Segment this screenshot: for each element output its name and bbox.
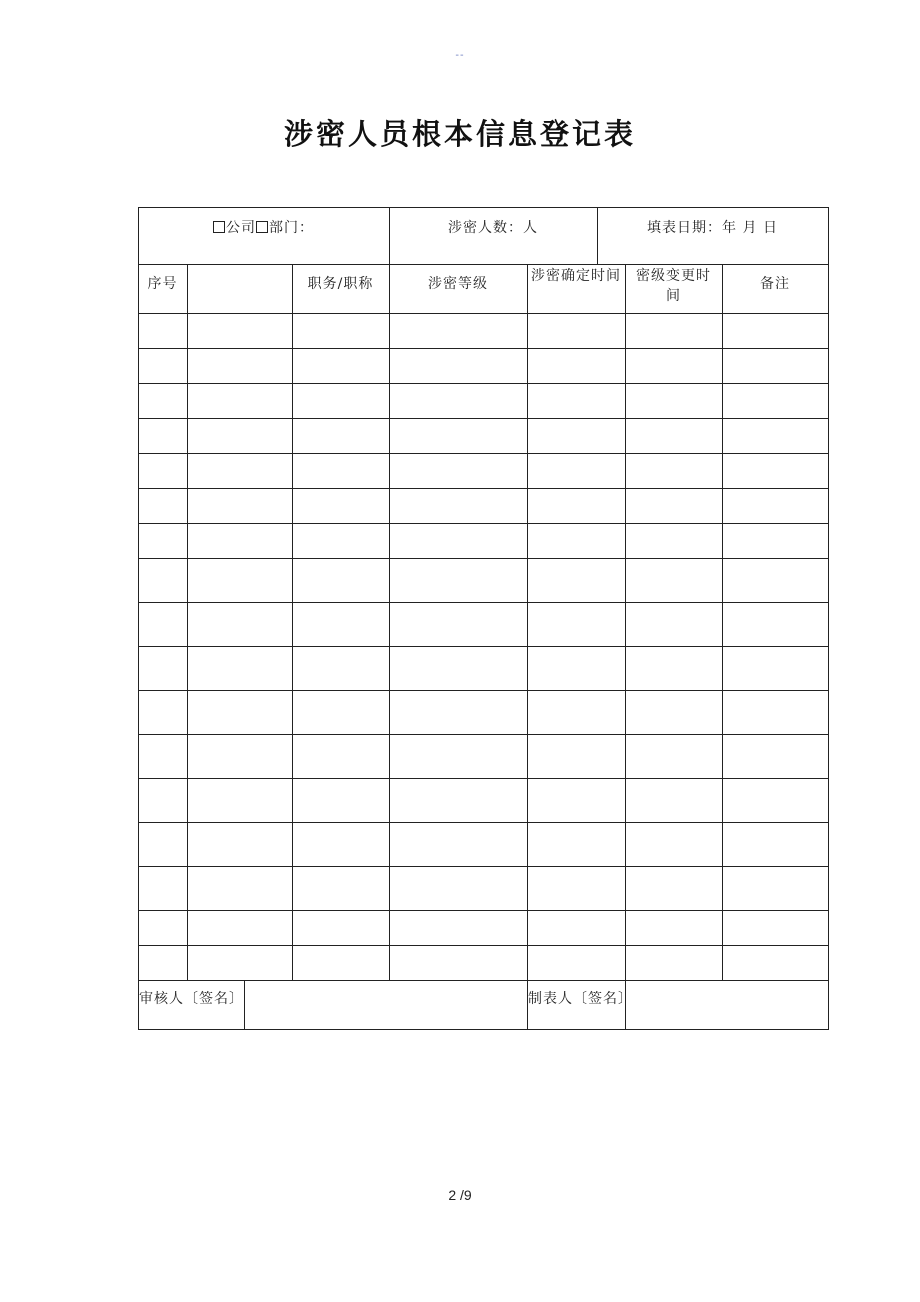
table-cell[interactable] — [187, 313, 293, 349]
table-cell[interactable] — [389, 945, 528, 981]
company-checkbox[interactable] — [213, 221, 225, 233]
table-cell[interactable] — [389, 910, 528, 946]
table-cell[interactable] — [722, 690, 829, 735]
column-header-4: 涉密等级 — [428, 276, 488, 292]
table-cell[interactable] — [187, 734, 293, 779]
table-cell[interactable] — [187, 910, 293, 946]
table-cell[interactable] — [389, 778, 528, 823]
table-cell[interactable] — [722, 383, 829, 419]
table-cell[interactable] — [389, 602, 528, 647]
table-cell[interactable] — [138, 523, 188, 559]
table-cell[interactable] — [292, 418, 390, 454]
table-cell[interactable] — [625, 778, 723, 823]
table-cell[interactable] — [187, 646, 293, 691]
table-cell[interactable] — [389, 646, 528, 691]
page-title: 涉密人员根本信息登记表 — [283, 117, 636, 151]
table-cell[interactable] — [292, 383, 390, 419]
table-cell[interactable] — [292, 822, 390, 867]
table-cell[interactable] — [527, 383, 626, 419]
table-cell[interactable] — [625, 822, 723, 867]
table-cell[interactable] — [138, 690, 188, 735]
department-label: 部门： — [269, 220, 314, 236]
table-cell[interactable] — [138, 822, 188, 867]
table-cell[interactable] — [527, 523, 626, 559]
table-cell[interactable] — [187, 866, 293, 911]
table-cell[interactable] — [389, 690, 528, 735]
table-cell[interactable] — [292, 453, 390, 489]
table-cell[interactable] — [625, 646, 723, 691]
column-header-7: 备注 — [760, 276, 790, 292]
table-cell[interactable] — [292, 488, 390, 524]
table-cell[interactable] — [625, 523, 723, 559]
table-cell[interactable] — [292, 734, 390, 779]
table-cell[interactable] — [722, 313, 829, 349]
table-cell[interactable] — [389, 313, 528, 349]
table-cell[interactable] — [527, 488, 626, 524]
table-cell[interactable] — [138, 945, 188, 981]
company-dept-label — [138, 218, 389, 238]
table-cell[interactable] — [527, 945, 626, 981]
table-cell[interactable] — [527, 453, 626, 489]
table-cell[interactable] — [389, 822, 528, 867]
table-cell[interactable] — [187, 822, 293, 867]
table-cell[interactable] — [527, 822, 626, 867]
table-cell[interactable] — [187, 690, 293, 735]
table-cell[interactable] — [625, 602, 723, 647]
table-cell[interactable] — [292, 313, 390, 349]
preparer-label: 制表人〔签名〕 — [528, 991, 633, 1007]
table-cell[interactable] — [722, 822, 829, 867]
table-cell[interactable] — [292, 690, 390, 735]
table-cell[interactable] — [389, 488, 528, 524]
table-cell[interactable] — [138, 910, 188, 946]
table-cell[interactable] — [292, 558, 390, 603]
table-cell[interactable] — [625, 910, 723, 946]
table-cell[interactable] — [722, 778, 829, 823]
table-cell[interactable] — [527, 558, 626, 603]
table-cell[interactable] — [187, 558, 293, 603]
table-cell[interactable] — [187, 602, 293, 647]
table-cell[interactable] — [187, 383, 293, 419]
table-cell[interactable] — [292, 348, 390, 384]
table-cell[interactable] — [389, 348, 528, 384]
preparer-signature-cell[interactable] — [625, 980, 829, 1030]
table-cell[interactable] — [625, 488, 723, 524]
table-cell[interactable] — [138, 453, 188, 489]
table-cell[interactable] — [389, 418, 528, 454]
table-cell[interactable] — [722, 418, 829, 454]
table-cell[interactable] — [625, 734, 723, 779]
table-cell[interactable] — [292, 866, 390, 911]
reviewer-label: 审核人〔签名〕 — [139, 991, 244, 1007]
table-cell[interactable] — [722, 523, 829, 559]
table-cell[interactable] — [389, 558, 528, 603]
table-cell[interactable] — [722, 945, 829, 981]
table-cell[interactable] — [722, 646, 829, 691]
table-cell[interactable] — [389, 453, 528, 489]
table-cell[interactable] — [187, 348, 293, 384]
table-cell[interactable] — [138, 488, 188, 524]
table-cell[interactable] — [625, 453, 723, 489]
table-cell[interactable] — [138, 734, 188, 779]
page-number: 2 /9 — [448, 1187, 472, 1203]
table-cell[interactable] — [527, 778, 626, 823]
header-mark: -- — [455, 50, 465, 61]
table-cell[interactable] — [187, 453, 293, 489]
table-cell[interactable] — [292, 778, 390, 823]
table-cell[interactable] — [292, 523, 390, 559]
table-cell[interactable] — [138, 418, 188, 454]
table-cell[interactable] — [138, 602, 188, 647]
table-cell[interactable] — [527, 313, 626, 349]
table-cell[interactable] — [527, 910, 626, 946]
table-cell[interactable] — [722, 910, 829, 946]
table-cell[interactable] — [389, 383, 528, 419]
table-cell[interactable] — [292, 602, 390, 647]
table-cell[interactable] — [292, 945, 390, 981]
table-cell[interactable] — [187, 488, 293, 524]
table-cell[interactable] — [625, 383, 723, 419]
table-cell[interactable] — [138, 313, 188, 349]
table-cell[interactable] — [389, 734, 528, 779]
table-cell[interactable] — [527, 866, 626, 911]
table-cell[interactable] — [722, 734, 829, 779]
table-cell[interactable] — [625, 418, 723, 454]
table-cell[interactable] — [187, 418, 293, 454]
table-cell[interactable] — [625, 348, 723, 384]
table-cell[interactable] — [722, 348, 829, 384]
table-cell[interactable] — [625, 313, 723, 349]
table-cell[interactable] — [527, 348, 626, 384]
table-cell[interactable] — [187, 945, 293, 981]
table-cell[interactable] — [187, 523, 293, 559]
table-cell[interactable] — [138, 778, 188, 823]
table-cell[interactable] — [292, 646, 390, 691]
column-header-5: 涉密确定时间 — [531, 268, 621, 284]
table-cell[interactable] — [138, 348, 188, 384]
table-cell[interactable] — [292, 910, 390, 946]
table-cell[interactable] — [722, 488, 829, 524]
table-cell[interactable] — [389, 523, 528, 559]
table-cell[interactable] — [625, 558, 723, 603]
table-cell[interactable] — [138, 558, 188, 603]
table-cell[interactable] — [527, 690, 626, 735]
table-cell[interactable] — [722, 866, 829, 911]
table-cell[interactable] — [625, 945, 723, 981]
table-cell[interactable] — [187, 778, 293, 823]
table-cell[interactable] — [527, 734, 626, 779]
column-header-6: 密级变更时间 — [636, 268, 711, 304]
fill-date-label: 填表日期：年 月 日 — [647, 220, 778, 236]
table-cell[interactable] — [138, 866, 188, 911]
table-cell[interactable] — [722, 558, 829, 603]
company-label: 公司 — [226, 220, 256, 236]
column-header-1: 序号 — [147, 276, 178, 292]
table-cell[interactable] — [389, 866, 528, 911]
table-cell[interactable] — [138, 383, 188, 419]
table-cell[interactable] — [722, 453, 829, 489]
table-cell[interactable] — [527, 602, 626, 647]
table-cell[interactable] — [138, 646, 188, 691]
personnel-count-label: 涉密人数：人 — [448, 220, 538, 236]
column-header-3: 职务/职称 — [307, 276, 374, 292]
table-cell[interactable] — [527, 418, 626, 454]
table-cell[interactable] — [527, 646, 626, 691]
department-checkbox[interactable] — [256, 221, 268, 233]
reviewer-signature-cell[interactable] — [244, 980, 528, 1030]
table-cell[interactable] — [722, 602, 829, 647]
table-cell[interactable] — [625, 866, 723, 911]
column-header-cell — [187, 264, 293, 314]
table-cell[interactable] — [625, 690, 723, 735]
